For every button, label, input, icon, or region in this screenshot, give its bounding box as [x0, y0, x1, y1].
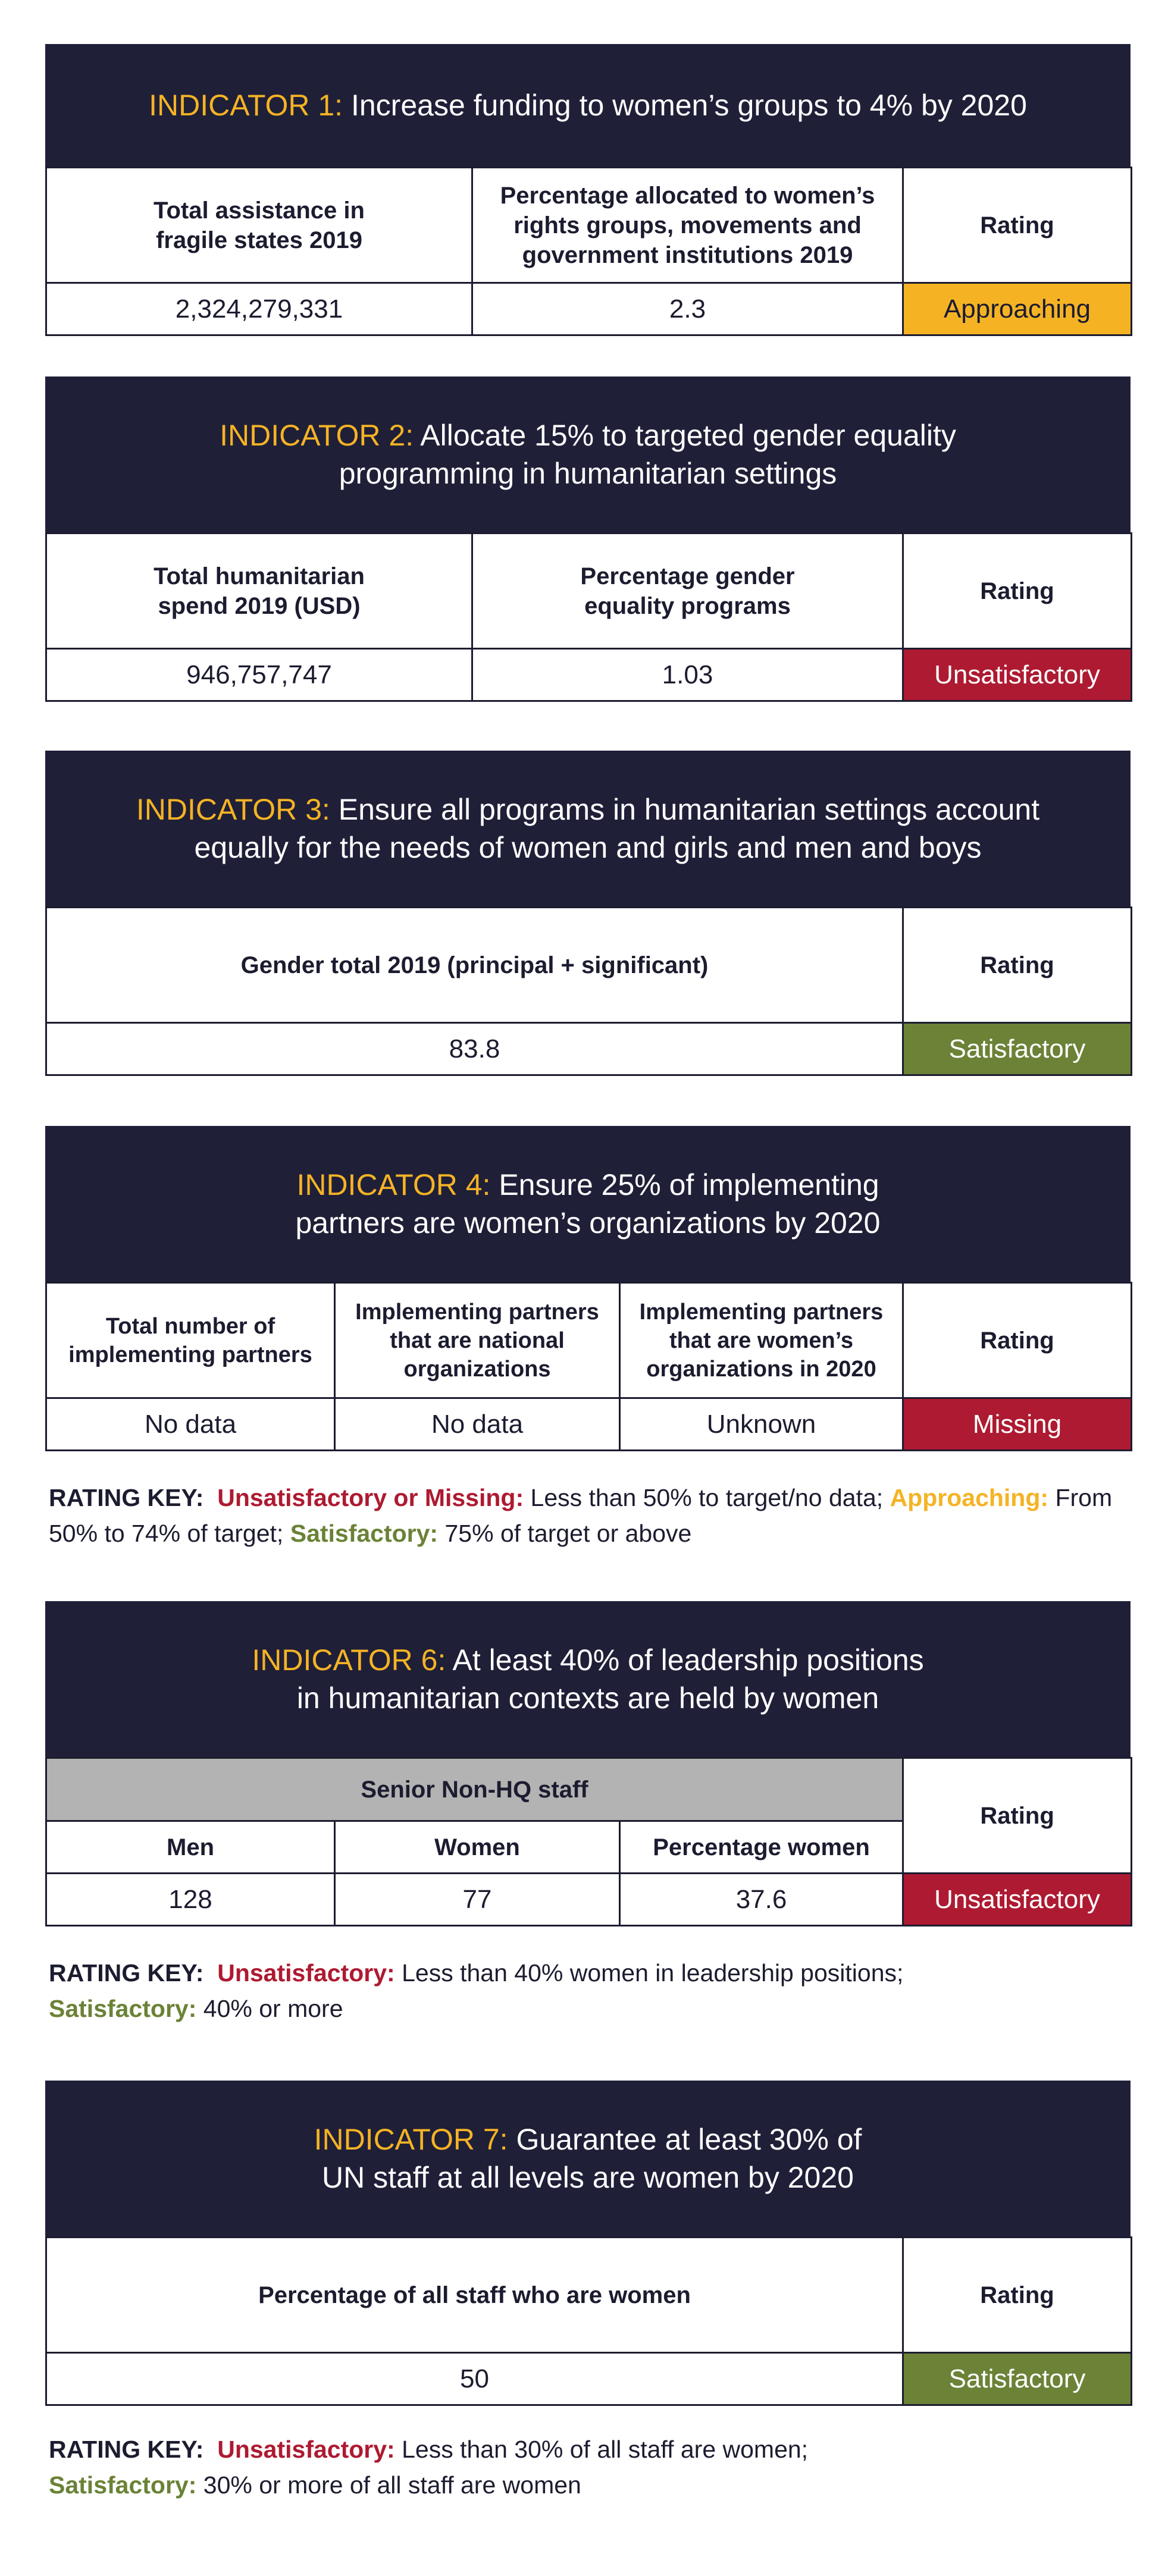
col-header-rating: Rating: [903, 168, 1132, 283]
key-approaching-text: From 50% to 74% of target;: [49, 1484, 1113, 1547]
key-satisfactory-label: Satisfactory:: [290, 1520, 439, 1547]
rating-badge: Missing: [903, 1398, 1132, 1451]
indicator-7-title-line2: UN staff at all levels are women by 2020: [322, 2161, 854, 2194]
value-gender-total: 83.8: [46, 1023, 903, 1075]
indicator-7-header: [45, 2081, 1131, 2236]
rating-badge: Satisfactory: [903, 1023, 1132, 1075]
indicator-4-title-line2: partners are women’s organizations by 2020: [295, 1206, 881, 1240]
indicator-4-card: [45, 1126, 1131, 1451]
col-header-rating: Rating: [903, 1283, 1132, 1398]
indicator-1-table: [45, 167, 1132, 336]
indicator-3-title-line1: Ensure all programs in humanitarian settings account: [338, 793, 1040, 826]
rating-badge: Unsatisfactory: [903, 1874, 1132, 1926]
indicator-3-header: [45, 751, 1131, 906]
indicator-6-card: [45, 1601, 1131, 1926]
key-unsatisfactory-label: Unsatisfactory:: [217, 1959, 395, 1987]
col-header-rating: Rating: [903, 1758, 1132, 1874]
col-header-humanitarian-spend: Total humanitarian spend 2019 (USD): [46, 534, 472, 649]
rating-key-3: [49, 2431, 1120, 2503]
col-header-total-partners: Total number of implementing partners: [46, 1283, 335, 1398]
value-humanitarian-spend: 946,757,747: [46, 649, 472, 701]
indicator-4-table: [45, 1282, 1132, 1451]
value-total-assistance: 2,324,279,331: [46, 283, 472, 335]
col-header-percentage-gender-equality: Percentage gender equality programs: [472, 534, 903, 649]
indicator-1-label: INDICATOR 1:: [149, 89, 343, 122]
indicator-4-label: INDICATOR 4:: [296, 1168, 491, 1201]
indicator-3-table: [45, 906, 1132, 1076]
indicator-2-label: INDICATOR 2:: [220, 419, 414, 452]
col-header-women: Women: [335, 1821, 620, 1874]
value-womens-partners: Unknown: [620, 1398, 903, 1451]
rating-badge: Satisfactory: [903, 2353, 1132, 2405]
key-satisfactory-label: Satisfactory:: [49, 2471, 197, 2499]
rating-badge: Approaching: [903, 283, 1132, 335]
col-header-percentage-staff-women: Percentage of all staff who are women: [46, 2238, 903, 2353]
indicator-6-header: [45, 1601, 1131, 1757]
indicator-3-card: [45, 751, 1131, 1076]
indicator-7-card: [45, 2081, 1131, 2406]
key-satisfactory-text: 75% of target or above: [444, 1520, 692, 1547]
col-header-percentage-allocated: Percentage allocated to women’s rights groups, movements and government institutions 2019: [472, 168, 903, 283]
indicator-7-title-line1: Guarantee at least 30% of: [516, 2123, 862, 2156]
col-header-rating: Rating: [903, 908, 1132, 1023]
col-header-rating: Rating: [903, 2238, 1132, 2353]
key-unsatisfactory-text: Less than 50% to target/no data;: [530, 1484, 884, 1511]
rating-key-2: [49, 1955, 1120, 2026]
indicator-6-title-line2: in humanitarian contexts are held by women: [296, 1681, 879, 1715]
indicator-2-title-line1: Allocate 15% to targeted gender equality: [420, 419, 956, 452]
value-percentage-allocated: 2.3: [472, 283, 903, 335]
indicator-1-title: Increase funding to women’s groups to 4% by 2020: [350, 89, 1027, 122]
indicator-1-header: [45, 44, 1131, 167]
indicator-4-header: [45, 1126, 1131, 1282]
indicator-1-card: [45, 44, 1131, 336]
indicator-2-title-line2: programming in humanitarian settings: [339, 457, 837, 490]
indicator-2-header: [45, 376, 1131, 532]
col-header-rating: Rating: [903, 534, 1132, 649]
value-men: 128: [46, 1874, 335, 1926]
rating-key-1: [49, 1480, 1120, 1551]
value-national-partners: No data: [335, 1398, 620, 1451]
col-header-men: Men: [46, 1821, 335, 1874]
indicator-2-card: [45, 376, 1131, 702]
rating-key-prefix: RATING KEY:: [49, 1484, 204, 1511]
key-unsatisfactory-text: Less than 30% of all staff are women;: [402, 2436, 809, 2463]
key-unsatisfactory-text: Less than 40% women in leadership positions;: [402, 1959, 904, 1987]
indicator-7-label: INDICATOR 7:: [314, 2123, 508, 2156]
rating-badge: Unsatisfactory: [903, 649, 1132, 701]
key-satisfactory-text: 40% or more: [203, 1995, 343, 2022]
indicator-3-title-line2: equally for the needs of women and girls and men and boys: [194, 831, 982, 864]
rating-key-prefix: RATING KEY:: [49, 1959, 204, 1987]
key-satisfactory-label: Satisfactory:: [49, 1995, 197, 2022]
value-percentage-staff-women: 50: [46, 2353, 903, 2405]
indicator-6-title-line1: At least 40% of leadership positions: [452, 1643, 924, 1677]
rating-key-prefix: RATING KEY:: [49, 2436, 204, 2463]
col-header-gender-total: Gender total 2019 (principal + significant): [46, 908, 903, 1023]
indicator-7-table: [45, 2236, 1132, 2406]
key-unsatisfactory-label: Unsatisfactory:: [217, 2436, 395, 2463]
indicator-3-label: INDICATOR 3:: [136, 793, 330, 826]
col-header-national-partners: Implementing partners that are national organizations: [335, 1283, 620, 1398]
indicator-2-table: [45, 532, 1132, 702]
key-satisfactory-text: 30% or more of all staff are women: [203, 2471, 581, 2499]
indicator-6-table: [45, 1757, 1132, 1926]
key-unsatisfactory-label: Unsatisfactory or Missing:: [217, 1484, 524, 1511]
indicator-4-title-line1: Ensure 25% of implementing: [499, 1168, 879, 1201]
col-header-total-assistance: Total assistance in fragile states 2019: [46, 168, 472, 283]
value-percentage-women: 37.6: [620, 1874, 903, 1926]
value-percentage-gender-equality: 1.03: [472, 649, 903, 701]
group-header-senior-staff: Senior Non-HQ staff: [46, 1758, 903, 1821]
key-approaching-label: Approaching:: [890, 1484, 1049, 1511]
indicator-6-label: INDICATOR 6:: [252, 1643, 446, 1677]
col-header-percentage-women: Percentage women: [620, 1821, 903, 1874]
col-header-womens-partners: Implementing partners that are women’s organizations in 2020: [620, 1283, 903, 1398]
value-women: 77: [335, 1874, 620, 1926]
value-total-partners: No data: [46, 1398, 335, 1451]
